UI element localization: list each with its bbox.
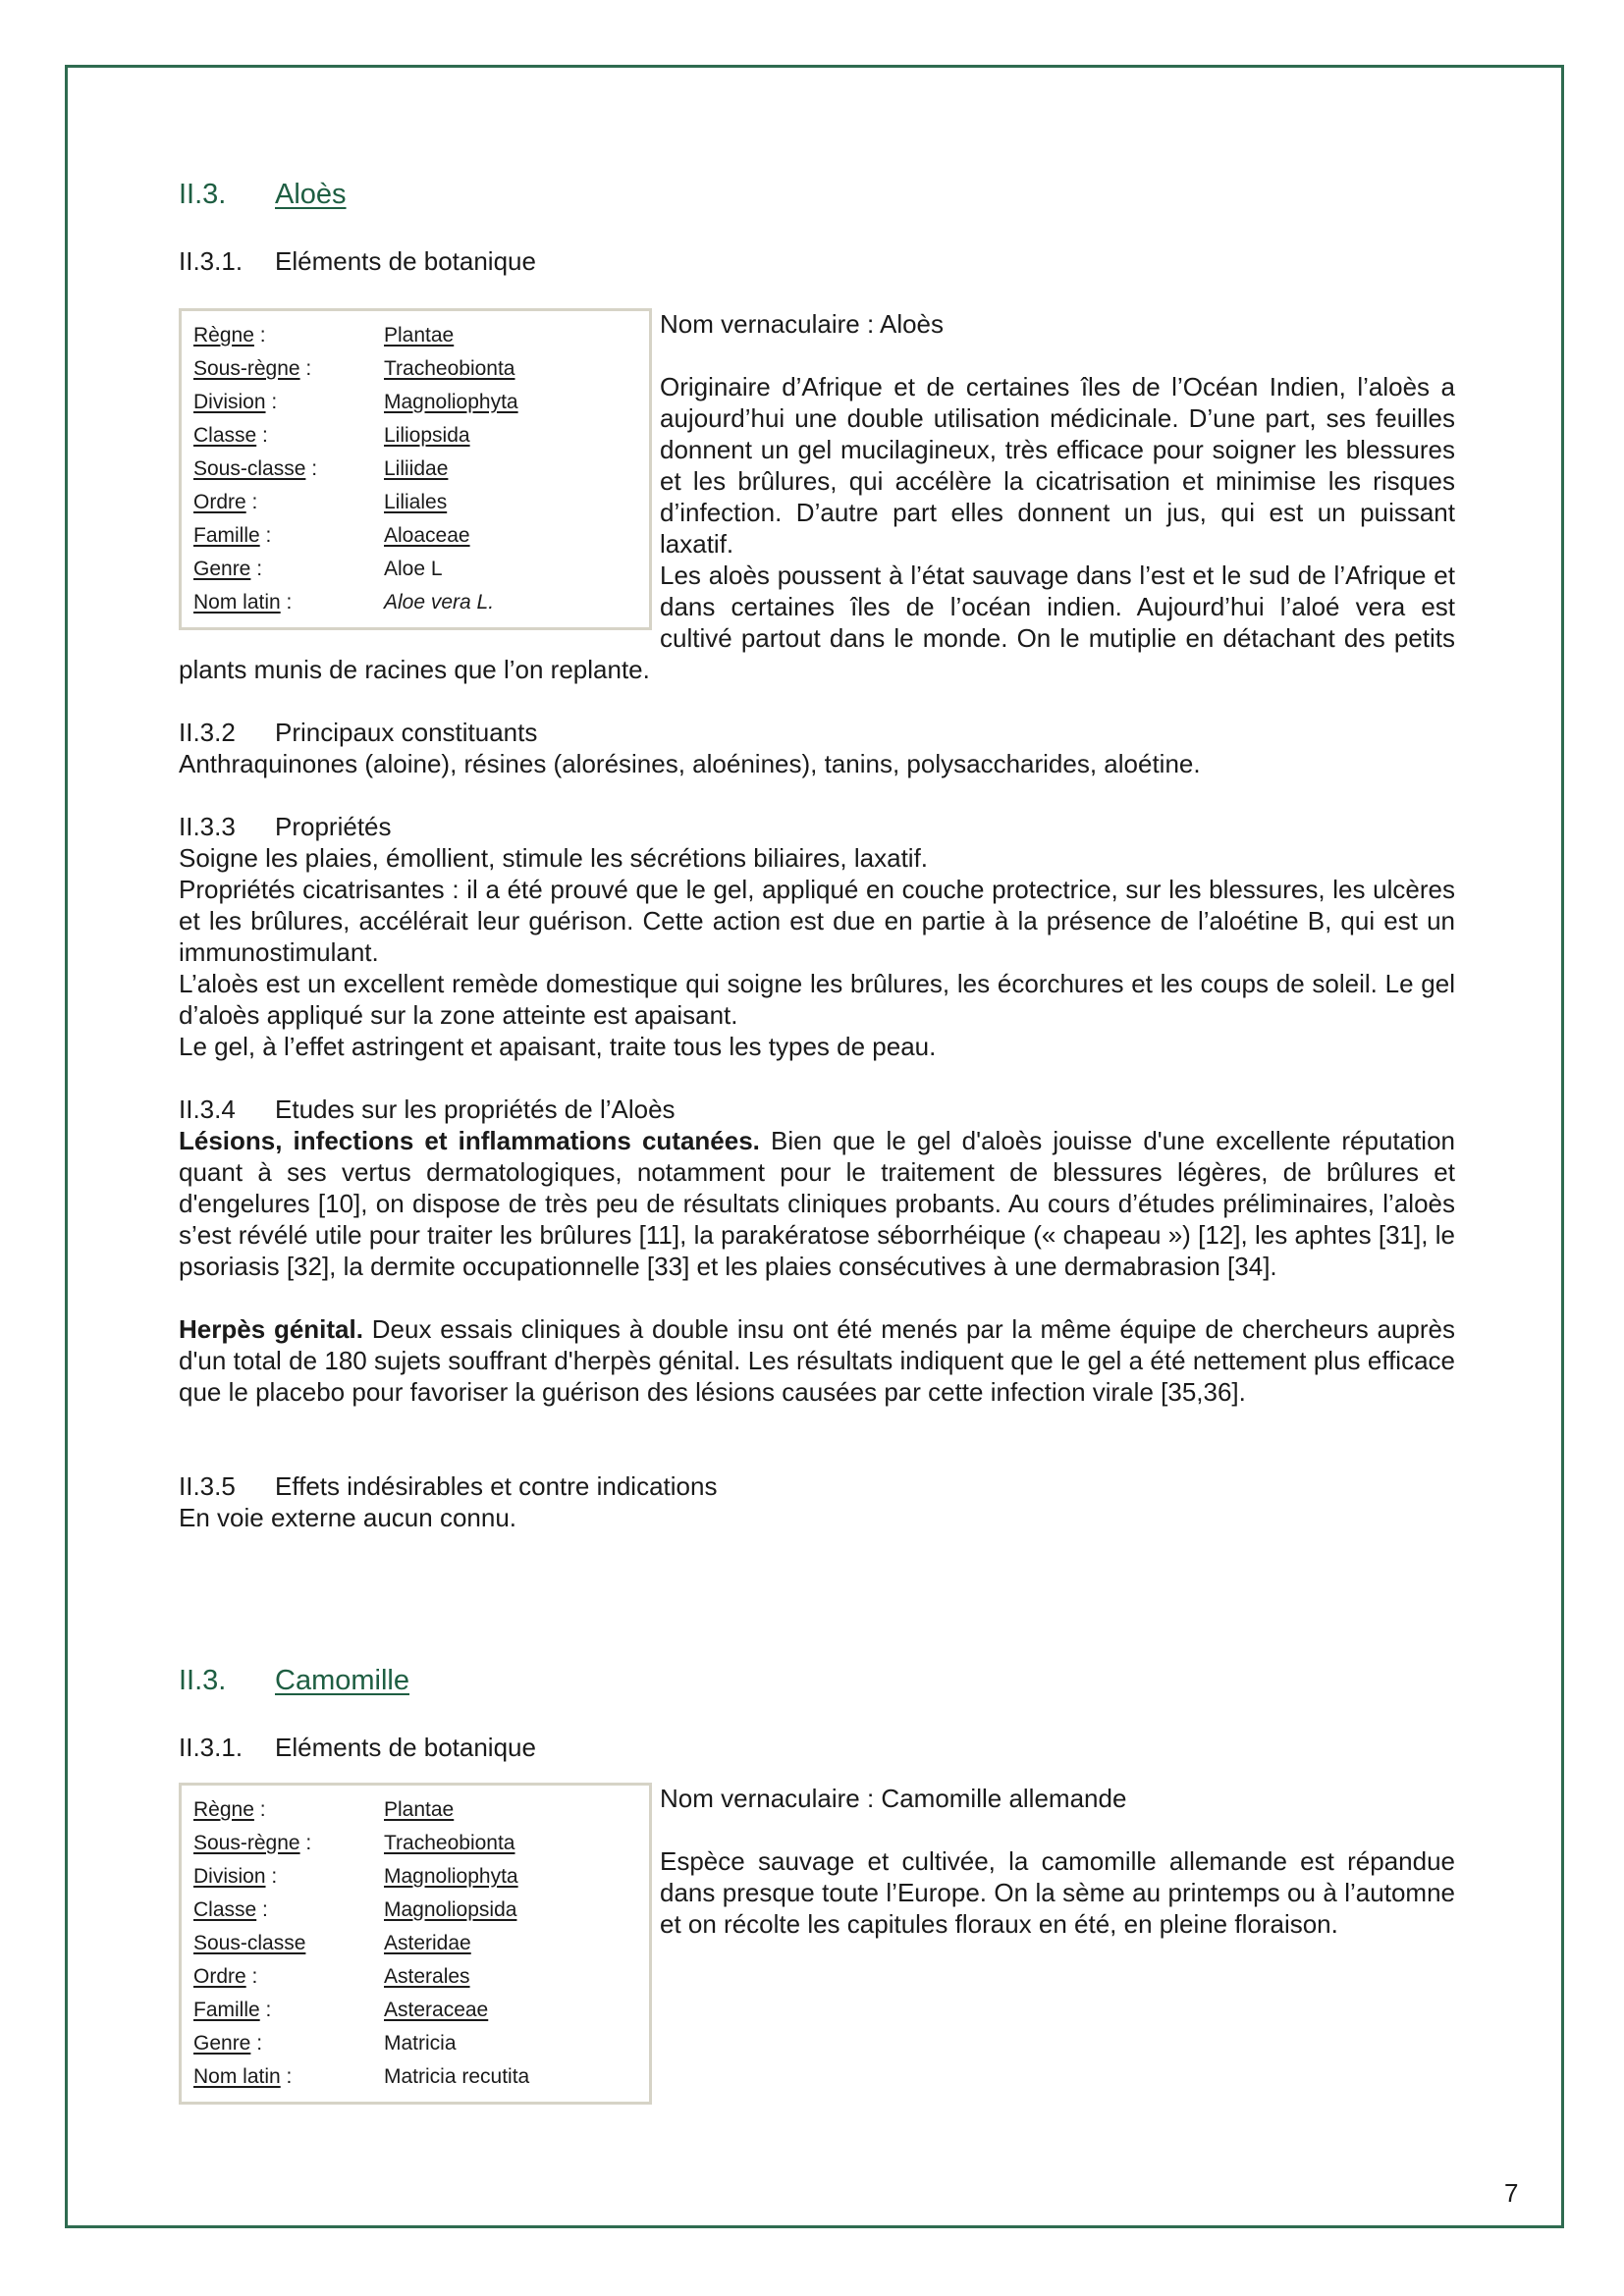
taxonomy-box-aloes bbox=[179, 308, 652, 630]
taxonomy-row bbox=[193, 352, 649, 386]
section-heading-aloes: II.3. Aloès bbox=[179, 179, 347, 210]
taxonomy-row bbox=[193, 419, 649, 453]
taxonomy-row bbox=[193, 486, 649, 519]
taxonomy-row bbox=[193, 319, 649, 352]
taxonomy-label[interactable]: Sous-classe : bbox=[193, 457, 318, 480]
taxonomy-label[interactable]: Nom latin : bbox=[193, 2065, 293, 2088]
aloes-botany bbox=[179, 245, 1455, 277]
taxonomy-label[interactable]: Ordre : bbox=[193, 1965, 258, 1988]
aloes-body bbox=[179, 308, 1455, 1533]
taxonomy-row bbox=[193, 586, 649, 619]
taxonomy-label[interactable]: Règne : bbox=[193, 324, 266, 347]
taxonomy-row bbox=[193, 1960, 649, 1994]
subsection-heading-botany: II.3.1. Eléments de botanique bbox=[179, 1733, 536, 1762]
camomille-description: Espèce sauvage et cultivée, la camomille allemande est répandue dans presque toute l’Europe. On la sème au printemps ou à l’automne et on récolte les capitules floraux en été, en pleine floraison. bbox=[660, 1846, 1455, 1939]
taxonomy-value[interactable]: Liliopsida bbox=[384, 424, 470, 447]
taxonomy-row bbox=[193, 553, 649, 586]
taxonomy-value: Aloe vera L. bbox=[384, 591, 495, 614]
constituents-text: Anthraquinones (aloine), résines (alorésines, aloénines), tanins, polysaccharides, aloétine. bbox=[179, 749, 1201, 778]
taxonomy-label[interactable]: Famille : bbox=[193, 1999, 272, 2021]
taxonomy-row bbox=[193, 2027, 649, 2060]
taxonomy-row bbox=[193, 386, 649, 419]
taxonomy-row bbox=[193, 2060, 649, 2094]
taxonomy-value[interactable]: Asterales bbox=[384, 1965, 470, 1988]
taxonomy-label[interactable]: Classe : bbox=[193, 424, 268, 447]
vernacular-name: Nom vernaculaire : Camomille allemande bbox=[660, 1784, 1127, 1813]
taxonomy-value[interactable]: Magnoliopsida bbox=[384, 1898, 517, 1921]
subsection-heading-botany: II.3.1. Eléments de botanique bbox=[179, 246, 536, 276]
subsection-heading-constituents: II.3.2 Principaux constituants bbox=[179, 718, 538, 747]
taxonomy-value[interactable]: Asteraceae bbox=[384, 1999, 489, 2021]
taxonomy-row bbox=[193, 1994, 649, 2027]
camomille-botany bbox=[179, 1732, 1455, 1763]
study-herpes-paragraph: Herpès génital. Deux essais cliniques à double insu ont été menés par la même équipe de chercheurs auprès d'un total de 180 sujets souffrant d'herpès génital. Les résultats indiquent que le gel a été nettement plus efficace que le placebo pour favoriser la guérison des lésions causées par cette infection virale [35,36]. bbox=[179, 1314, 1455, 1407]
taxonomy-value[interactable]: Liliidae bbox=[384, 457, 449, 480]
taxonomy-value[interactable]: Liliales bbox=[384, 491, 448, 513]
camomille-body bbox=[179, 1783, 1455, 2110]
taxonomy-value: Matricia recutita bbox=[384, 2065, 530, 2088]
section-heading-camomille: II.3. Camomille bbox=[179, 1665, 409, 1696]
taxonomy-row bbox=[193, 453, 649, 486]
taxonomy-value[interactable]: Magnoliophyta bbox=[384, 1865, 518, 1888]
properties-line-4: Le gel, à l’effet astringent et apaisant, traite tous les types de peau. bbox=[179, 1032, 937, 1061]
taxonomy-row bbox=[193, 519, 649, 553]
subsection-heading-studies: II.3.4 Etudes sur les propriétés de l’Aloès bbox=[179, 1095, 676, 1124]
taxonomy-value[interactable]: Magnoliophyta bbox=[384, 391, 518, 413]
taxonomy-label[interactable]: Sous-règne : bbox=[193, 357, 312, 380]
aloes-description-2: Les aloès poussent à l’état sauvage dans l’est et le sud de l’Afrique et dans certaines îles de l’océan indien. Aujourd’hui l’aloé vera est cultivé partout dans le monde. On le mutiplie en détachant des petits plants munis de racines que l’on replante. bbox=[179, 561, 1455, 684]
taxonomy-value[interactable]: Asteridae bbox=[384, 1932, 471, 1954]
subsection-heading-properties: II.3.3 Propriétés bbox=[179, 812, 392, 841]
taxonomy-label[interactable]: Classe : bbox=[193, 1898, 268, 1921]
study-skin-paragraph: Lésions, infections et inflammations cutanées. Bien que le gel d'aloès jouisse d'une excellente réputation quant à ses vertus dermatologiques, notamment pour le traitement de blessures légères, de brûlures et d'engelures [10], on dispose de très peu de résultats cliniques probants. Au cours d’études préliminaires, l’aloès s’est révélé utile pour traiter les brûlures [11], la parakératose séborrhéique (« chapeau ») [12], les aphtes [31], le psoriasis [32], la dermite occupationnelle [33] et les plaies consécutives à une dermabrasion [34]. bbox=[179, 1126, 1456, 1281]
taxonomy-row bbox=[193, 1927, 649, 1960]
taxonomy-row bbox=[193, 1793, 649, 1827]
aloes-description: Originaire d’Afrique et de certaines îles de l’Océan Indien, l’aloès a aujourd’hui une double utilisation médicinale. D’une part, ses feuilles donnent un gel mucilagineux, très efficace pour soigner les blessures et les brûlures, qui accélère la cicatrisation et minimise les risques d’infection. D’autre part elles donnent un jus, qui est un puissant laxatif. bbox=[660, 372, 1455, 559]
taxonomy-row bbox=[193, 1894, 649, 1927]
taxonomy-label[interactable]: Division : bbox=[193, 1865, 278, 1888]
taxonomy-label[interactable]: Ordre : bbox=[193, 491, 258, 513]
taxonomy-label[interactable]: Règne : bbox=[193, 1798, 266, 1821]
subsection-heading-effects: II.3.5 Effets indésirables et contre indications bbox=[179, 1471, 718, 1501]
taxonomy-value[interactable]: Plantae bbox=[384, 324, 455, 347]
properties-line-1: Soigne les plaies, émollient, stimule les sécrétions biliaires, laxatif. bbox=[179, 843, 929, 873]
taxonomy-value[interactable]: Tracheobionta bbox=[384, 1832, 515, 1854]
taxonomy-label[interactable]: Genre : bbox=[193, 2032, 263, 2055]
taxonomy-value: Matricia bbox=[384, 2032, 457, 2055]
taxonomy-value[interactable]: Plantae bbox=[384, 1798, 455, 1821]
taxonomy-box-camomille bbox=[179, 1783, 652, 2105]
taxonomy-label[interactable]: Famille : bbox=[193, 524, 272, 547]
properties-line-2: Propriétés cicatrisantes : il a été prouvé que le gel, appliqué en couche protectrice, sur les blessures, les ulcères et les brûlures, accélérait leur guérison. Cette action est due en partie à la présence de l’aloétine B, qui est un immunostimulant. bbox=[179, 875, 1455, 967]
taxonomy-value: Aloe L bbox=[384, 558, 443, 580]
taxonomy-value[interactable]: Tracheobionta bbox=[384, 357, 515, 380]
taxonomy-label[interactable]: Nom latin : bbox=[193, 591, 293, 614]
page-number: 7 bbox=[1504, 2178, 1519, 2208]
section-title: Camomille bbox=[275, 1665, 409, 1696]
properties-line-3: L’aloès est un excellent remède domestique qui soigne les brûlures, les écorchures et les coups de soleil. Le gel d’aloès appliqué sur la zone atteinte est apaisant. bbox=[179, 969, 1455, 1030]
vernacular-name: Nom vernaculaire : Aloès bbox=[660, 309, 945, 339]
taxonomy-label[interactable]: Sous-règne : bbox=[193, 1832, 312, 1854]
taxonomy-label[interactable]: Division : bbox=[193, 391, 278, 413]
taxonomy-label[interactable]: Genre : bbox=[193, 558, 263, 580]
taxonomy-row bbox=[193, 1860, 649, 1894]
study-herpes-heading: Herpès génital. bbox=[179, 1314, 363, 1344]
taxonomy-value[interactable]: Aloaceae bbox=[384, 524, 470, 547]
taxonomy-label[interactable]: Sous-classe bbox=[193, 1932, 306, 1954]
section-title: Aloès bbox=[275, 179, 347, 210]
taxonomy-row bbox=[193, 1827, 649, 1860]
effects-text: En voie externe aucun connu. bbox=[179, 1503, 517, 1532]
study-skin-heading: Lésions, infections et inflammations cutanées. bbox=[179, 1126, 760, 1155]
